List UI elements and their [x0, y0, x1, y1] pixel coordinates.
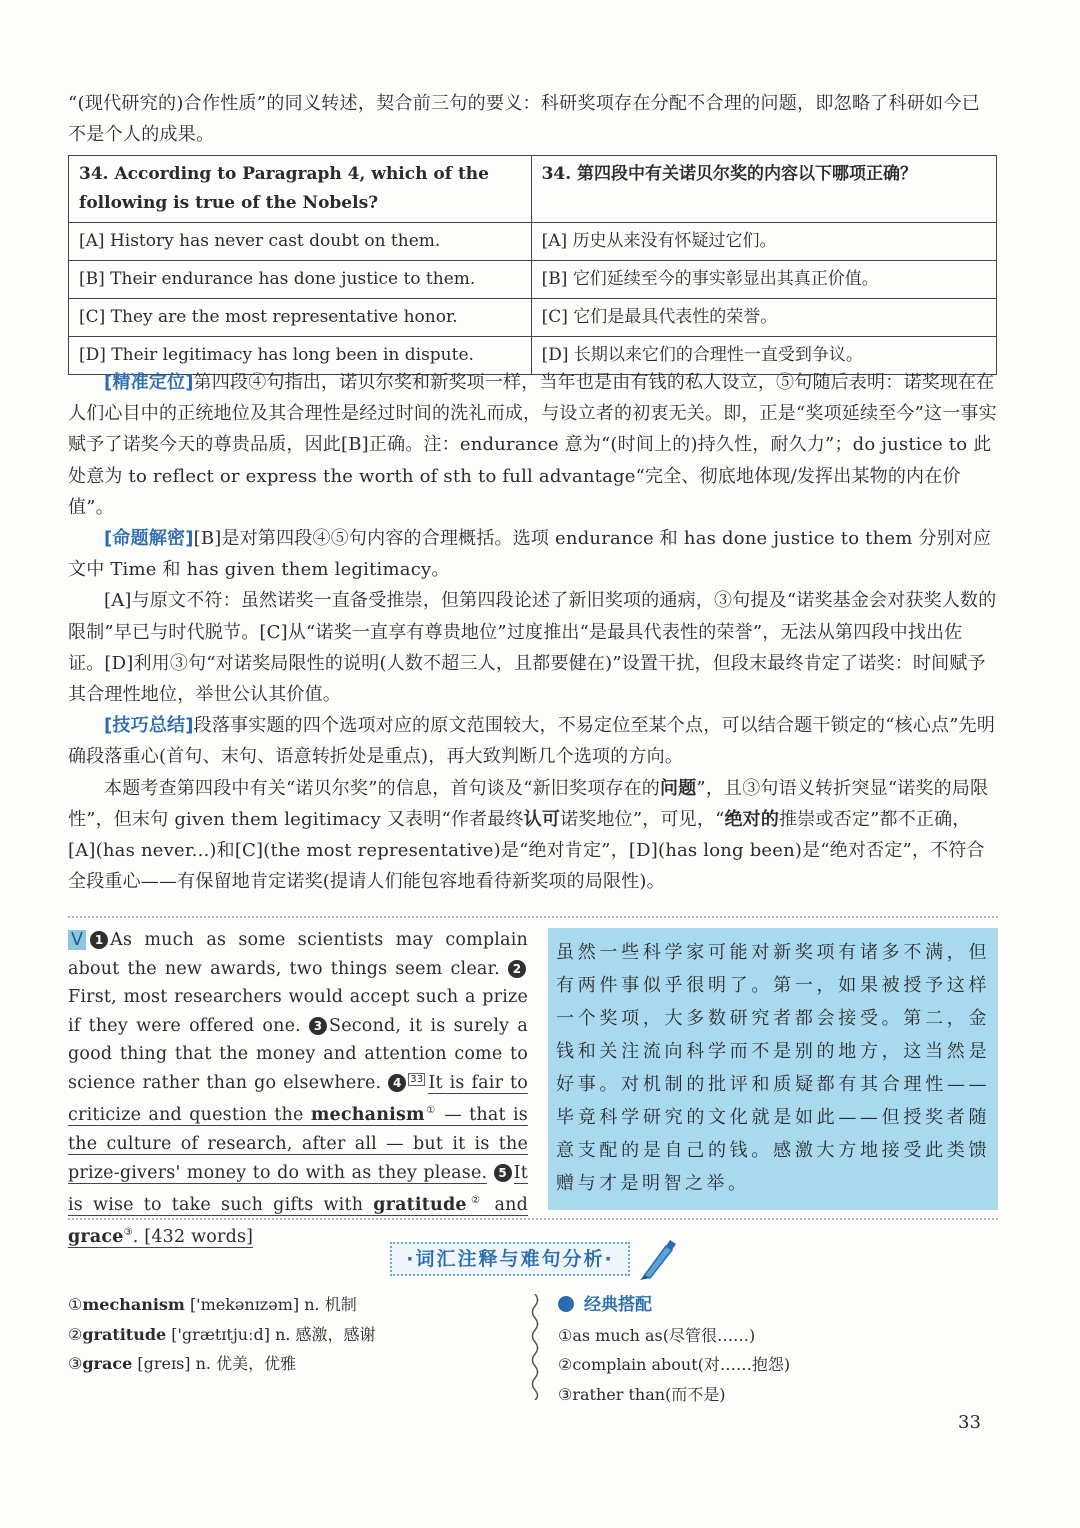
sentence-2: First, most researchers would accept such a prize if they were offered one. [68, 987, 528, 1036]
option-row-a [69, 223, 997, 261]
option-zh: [A] 历史从来没有怀疑过它们。 [531, 223, 996, 261]
option-zh: [B] 它们延续至今的事实彰显出其真正价值。 [531, 261, 996, 299]
option-zh: [D] 长期以来它们的合理性一直受到争议。 [531, 337, 996, 375]
question-en [69, 156, 532, 223]
collocation-item: ①as much as(尽管很……) [558, 1325, 756, 1345]
option-row-c [69, 299, 997, 337]
collocation-heading: 经典搭配 [558, 1290, 998, 1321]
sentence-5: It is wise to take such gifts with gratitude② and grace③. [432 words] [68, 1162, 529, 1248]
paragraph-label: V [68, 930, 86, 950]
tag-decode: [命题解密] [104, 528, 194, 550]
analysis-decode: [命题解密][B]是对第四段④⑤句内容的合理概括。选项 endurance 和 has done justice to them 分别对应文中 Time 和 has given them legitimacy。 [68, 528, 992, 581]
option-en: [A] History has never cast doubt on them. [69, 223, 532, 261]
collocation-list [558, 1290, 998, 1409]
vocab-list [68, 1290, 508, 1379]
option-en: [D] Their legitimacy has long been in dispute. [69, 337, 532, 375]
vocab-item: ①mechanism ['mekənɪzəm] n. 机制 [68, 1295, 357, 1314]
collocation-item: ②complain about(对……抱怨) [558, 1355, 791, 1374]
tag-locate: [精准定位] [104, 372, 194, 393]
question-table [68, 155, 997, 375]
divider [68, 916, 998, 918]
bullet-icon [558, 1296, 574, 1312]
pen-icon [636, 1236, 682, 1282]
page-number: 33 [958, 1412, 981, 1433]
option-en: [C] They are the most representative honor. [69, 299, 532, 337]
question-en-line2: following is true of the Nobels? [79, 193, 379, 213]
intro-text: “(现代研究的)合作性质”的同义转述，契合前三句的要义：科研奖项存在分配不合理的问题，即忽略了科研如今已不是个人的成果。 [68, 93, 981, 145]
sentence-4: It is fair to criticize and question the mechanism① — that is the culture of research, after all — but it is the prize-givers' money to do with as they please. [68, 1072, 529, 1183]
vocab-item: ③grace [greɪs] n. 优美，优雅 [68, 1354, 297, 1373]
option-en: [B] Their endurance has done justice to them. [69, 261, 532, 299]
analysis-distractors: [A]与原文不符：虽然诺奖一直备受推崇，但第四段论述了新旧奖项的通病，③句提及“诺奖基金会对获奖人数的限制”早已与时代脱节。[C]从“诺奖一直享有尊贵地位”过度推出“是最具代表性的荣誉”，无法从第四段中找出佐证。[D]利用③句“对诺奖局限性的说明(人数不超三人，且都要健在)”设置干扰，但段末最终肯定了诺奖：时间赋予其合理性地位，举世公认其价值。 [68, 590, 997, 706]
question-en-line1: 34. According to Paragraph 4, which of the [79, 164, 489, 184]
divider [68, 1218, 998, 1220]
analysis-skill: [技巧总结]段落事实题的四个选项对应的原文范围较大，不易定位至某个点，可以结合题干锁定的“核心点”先明确段落重心(首句、末句、语意转折处是重点)，再大致判断几个选项的方向。 [68, 715, 996, 768]
vocab-section-title: ·词汇注释与难句分析· [390, 1242, 630, 1276]
collocation-item: ③rather than(而不是) [558, 1384, 726, 1404]
translation-box: 虽然一些科学家可能对新奖项有诸多不满，但有两件事似乎很明了。第一，如果被授予这样一个奖项，大多数研究者都会接受。第二，金钱和关注流向科学而不是别的地方，这当然是好事。对机制的批评和质疑都有其合理性——毕竟科学研究的文化就是如此——但授奖者随意支配的是自己的钱。感激大方地接受此类馈赠与才是明智之举。 [548, 928, 998, 1210]
option-zh: [C] 它们是最具代表性的荣誉。 [531, 299, 996, 337]
question-zh: 34. 第四段中有关诺贝尔奖的内容以下哪项正确？ [531, 156, 996, 223]
analysis-summary: 本题考查第四段中有关“诺贝尔奖”的信息，首句谈及“新旧奖项存在的问题”，且③句语义转折突显“诺奖的局限性”，但末句 given them legitimacy 又表明“作者最终认可诺奖地位”，可见，“绝对的推崇或否定”都不正确，[A](has never...)和[C](the most representative)是“绝对肯定”，[D](has long been)是“绝对否定”，不符合全段重心——有保留地肯定诺奖(提请人们能包容地看待新奖项的局限性)。 [68, 777, 989, 893]
passage-paragraph: V 1 As much as some scientists may complain about the new awards, two things seem clear. 2First, most researchers would accept such a prize if they were offered one. 3 Second, it is surely a good thing that the money and attention come to science rather than go elsewhere. 4 33 It is fair to criticize and question the mechanism① — that is the culture of research, after all — but it is the prize-givers' money to do with as they please. 5 It is wise to take such gifts with gratitude② and grace③. [432 words] [68, 930, 529, 1248]
vocab-item: ②gratitude ['grætɪtjuːd] n. 感激，感谢 [68, 1324, 376, 1344]
sentence-1: As much as some scientists may complain about the new awards, two things seem clear. [68, 930, 528, 979]
sentence-marker: 33 [410, 1073, 424, 1085]
option-row-b [69, 261, 997, 299]
tag-skill: [技巧总结] [104, 715, 194, 737]
question-row [69, 156, 997, 223]
analysis-section [68, 367, 998, 897]
wavy-divider [528, 1294, 542, 1400]
analysis-locate: [精准定位]第四段④句指出，诺贝尔奖和新奖项一样，当年也是由有钱的私人设立，⑤句随后表明：诺奖现在在人们心目中的正统地位及其合理性是经过时间的洗礼而成，与设立者的初衷无关。即，正是“奖项延续至今”这一事实赋予了诺奖今天的尊贵品质，因此[B]正确。注：endurance 意为“(时间上的)持久性，耐久力”；do justice to 此处意为 to reflect or express the worth of sth to full advantage“完全、彻底地体现/发挥出某物的内在价值”。 [68, 372, 997, 518]
sentence-3: Second, it is surely a good thing that the money and attention come to science rather than go elsewhere. [68, 1015, 528, 1093]
